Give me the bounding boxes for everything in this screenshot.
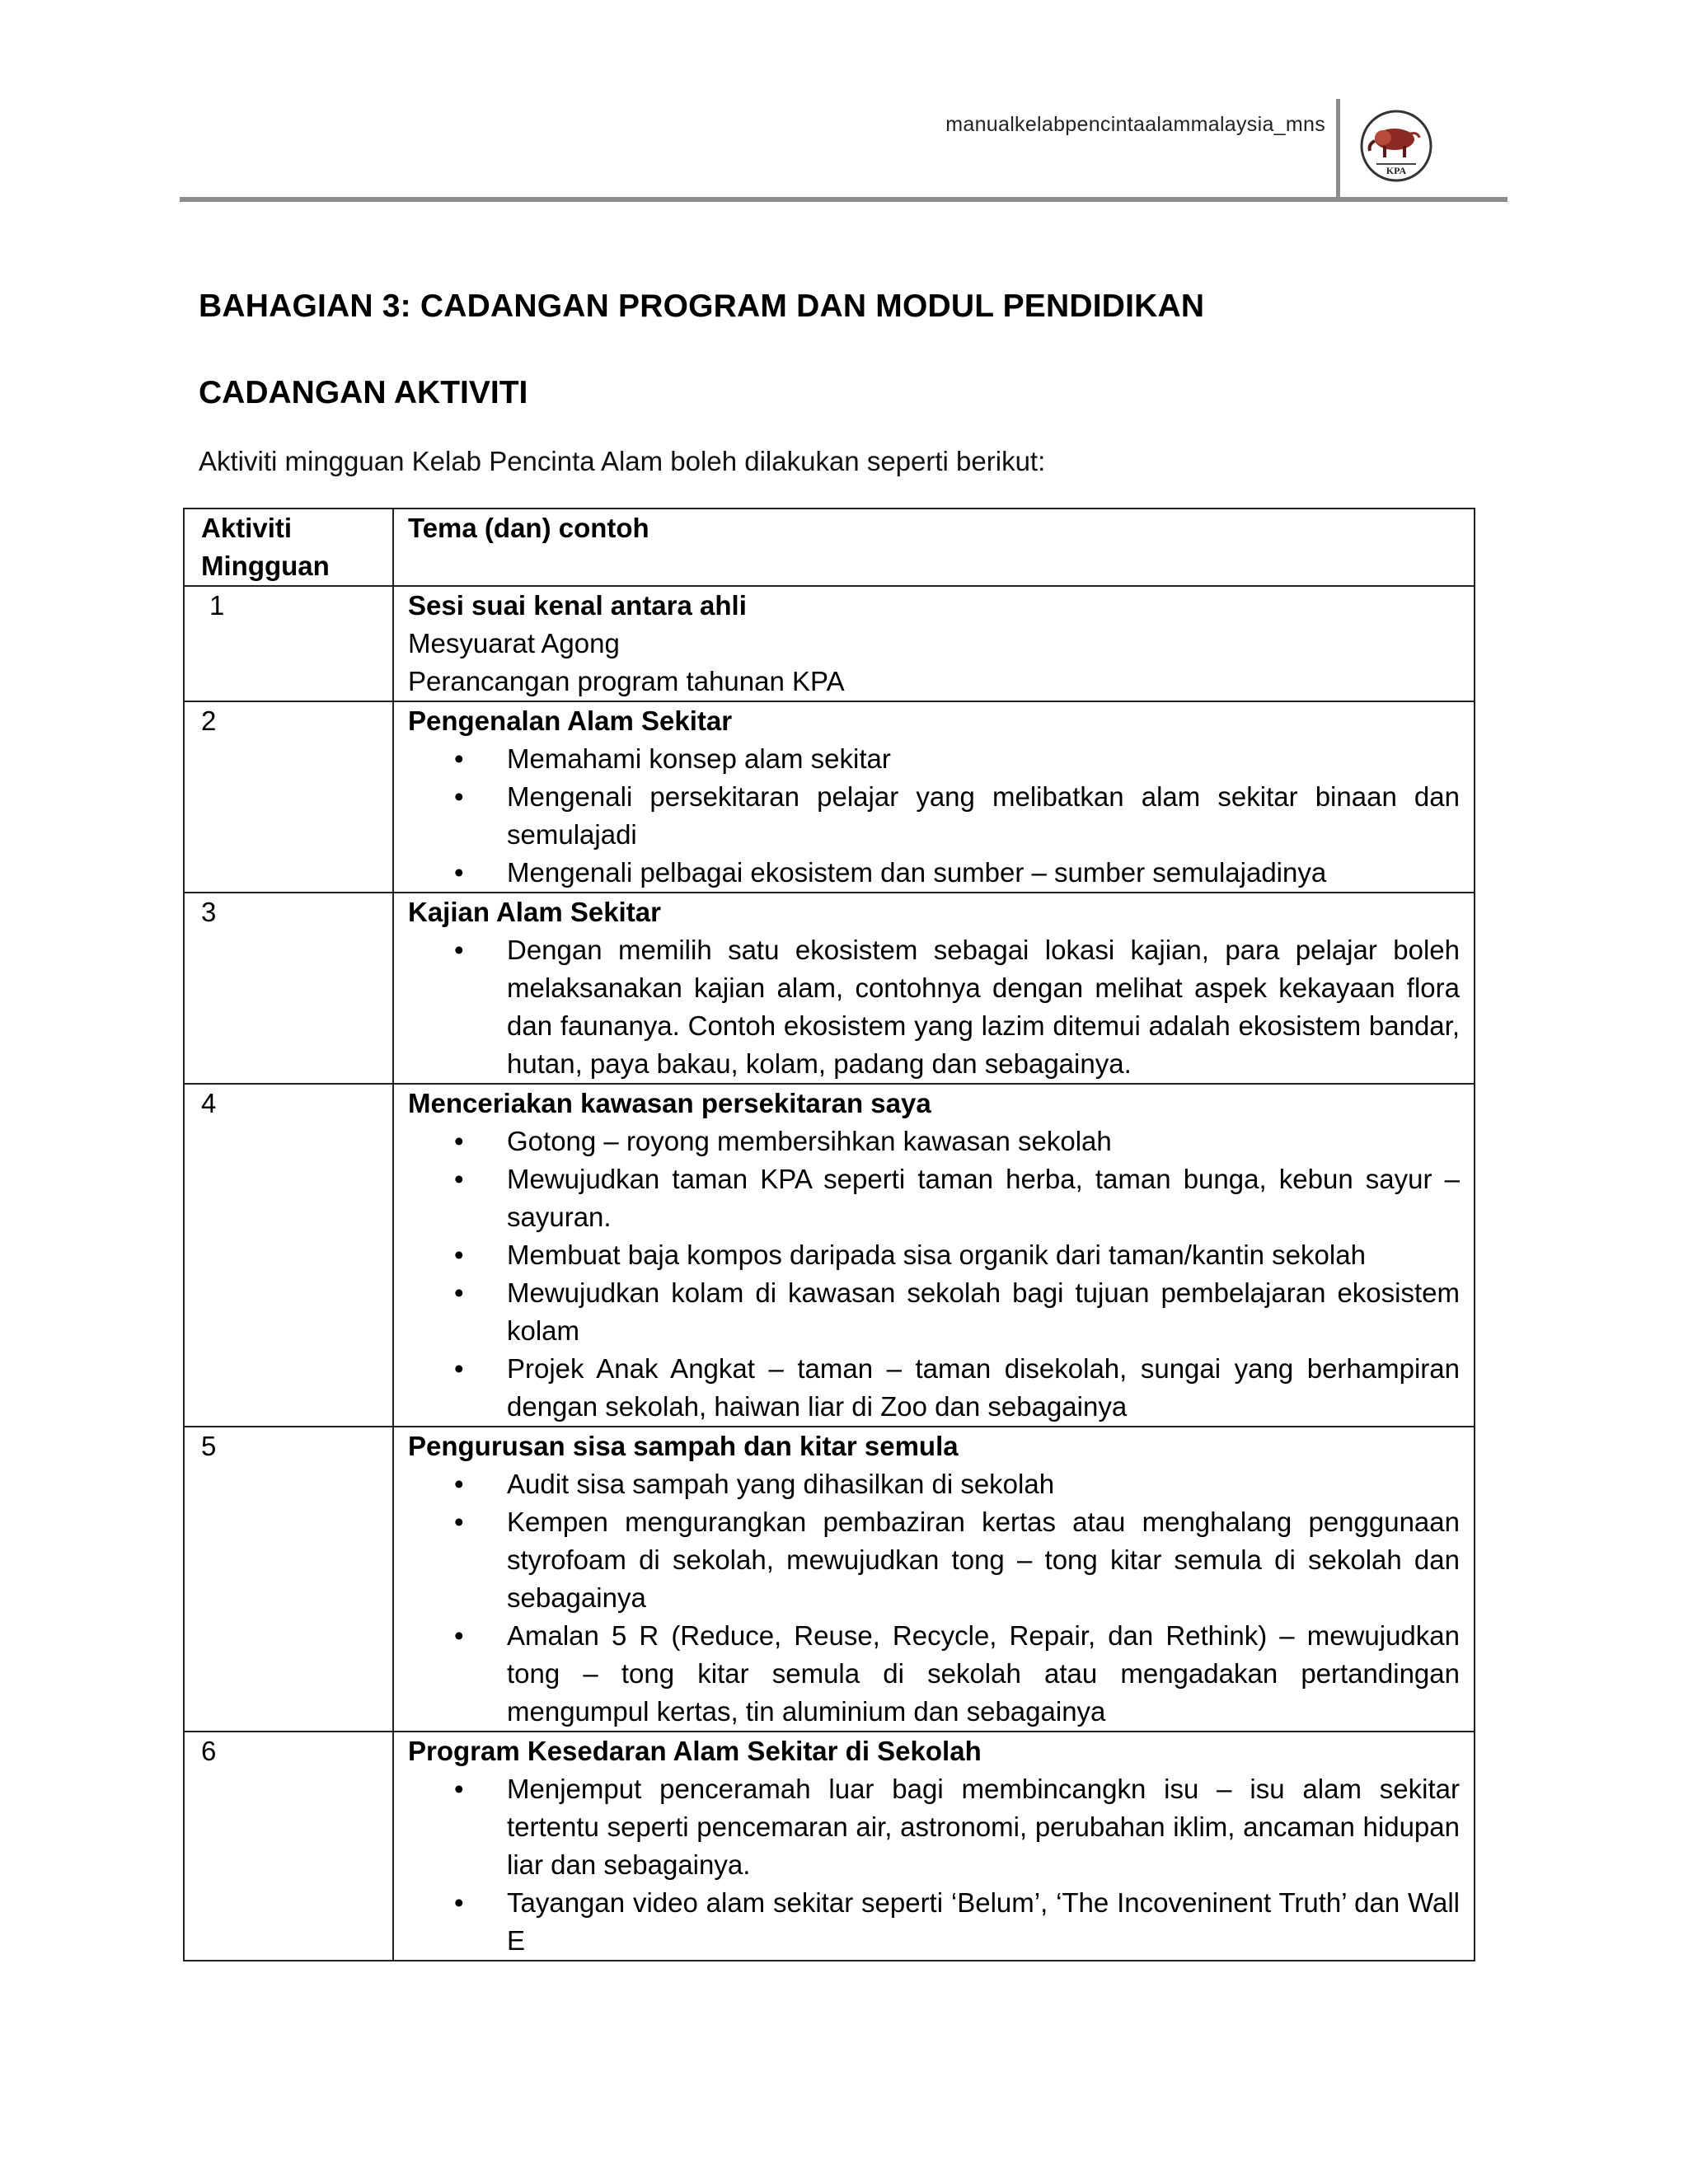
column-header-week: Aktiviti Mingguan	[184, 509, 393, 586]
theme-cell	[393, 1732, 1475, 1961]
theme-cell	[393, 586, 1475, 701]
theme-title: Pengurusan sisa sampah dan kitar semula	[408, 1431, 959, 1461]
theme-cell	[393, 701, 1475, 893]
bullet-item: • Menjemput penceramah luar bagi membincangkn isu – isu alam sekitar tertentu seperti pencemaran air, astronomi, perubahan iklim, ancaman hidupan liar dan sebagainya.	[507, 1770, 1460, 1884]
theme-title: Sesi suai kenal antara ahli	[408, 590, 747, 621]
column-header-theme: Tema (dan) contoh	[393, 509, 1475, 586]
theme-cell	[393, 1427, 1475, 1732]
bullet-item: • Mengenali pelbagai ekosistem dan sumber – sumber semulajadinya	[507, 854, 1460, 892]
running-header: manualkelabpencintaalammalaysia_mns	[945, 113, 1325, 136]
theme-title: Program Kesedaran Alam Sekitar di Sekolah	[408, 1736, 982, 1766]
table-row	[184, 893, 1475, 1084]
table-row	[184, 1427, 1475, 1732]
table-row	[184, 1084, 1475, 1427]
bullet-item: • Mengenali persekitaran pelajar yang melibatkan alam sekitar binaan dan semulajadi	[507, 778, 1460, 854]
theme-cell	[393, 1084, 1475, 1427]
bullet-item: • Gotong – royong membersihkan kawasan sekolah	[507, 1122, 1460, 1160]
bullet-list	[408, 1465, 1460, 1731]
bullet-list	[408, 740, 1460, 892]
bullet-list	[408, 931, 1460, 1083]
section-title: BAHAGIAN 3: CADANGAN PROGRAM DAN MODUL PENDIDIKAN	[199, 288, 1205, 324]
subsection-title: CADANGAN AKTIVITI	[199, 375, 528, 410]
week-number: 6	[184, 1732, 393, 1961]
bullet-list	[408, 1770, 1460, 1960]
week-number: 2	[184, 701, 393, 893]
table-row	[184, 1732, 1475, 1961]
bullet-item: • Kempen mengurangkan pembaziran kertas atau menghalang penggunaan styrofoam di sekolah, mewujudkan tong – tong kitar semula di sekolah dan sebagainya	[507, 1503, 1460, 1617]
bullet-item: • Projek Anak Angkat – taman – taman disekolah, sungai yang berhampiran dengan sekolah, haiwan liar di Zoo dan sebagainya	[507, 1350, 1460, 1426]
week-number: 5	[184, 1427, 393, 1732]
header-divider-horizontal	[180, 197, 1507, 202]
week-number: 1	[184, 586, 393, 701]
intro-paragraph: Aktiviti mingguan Kelab Pencinta Alam boleh dilakukan seperti berikut:	[199, 446, 1046, 476]
bullet-item: • Membuat baja kompos daripada sisa organik dari taman/kantin sekolah	[507, 1236, 1460, 1274]
bullet-item: • Mewujudkan kolam di kawasan sekolah bagi tujuan pembelajaran ekosistem kolam	[507, 1274, 1460, 1350]
bullet-item: • Tayangan video alam sekitar seperti ‘Belum’, ‘The Incoveninent Truth’ dan Wall E	[507, 1884, 1460, 1960]
bullet-item: • Memahami konsep alam sekitar	[507, 740, 1460, 778]
week-number: 4	[184, 1084, 393, 1427]
bullet-item: • Dengan memilih satu ekosistem sebagai lokasi kajian, para pelajar boleh melaksanakan kajian alam, contohnya dengan melihat aspek kekayaan flora dan faunanya. Contoh ekosistem yang lazim ditemui adalah ekosistem bandar, hutan, paya bakau, kolam, padang dan sebagainya.	[507, 931, 1460, 1083]
theme-title: Menceriakan kawasan persekitaran saya	[408, 1088, 931, 1118]
bullet-item: • Amalan 5 R (Reduce, Reuse, Recycle, Repair, dan Rethink) – mewujudkan tong – tong kitar semula di sekolah atau mengadakan pertandingan mengumpul kertas, tin aluminium dan sebagainya	[507, 1617, 1460, 1731]
bullet-item: • Mewujudkan taman KPA seperti taman herba, taman bunga, kebun sayur – sayuran.	[507, 1160, 1460, 1236]
theme-line: Perancangan program tahunan KPA	[408, 666, 845, 696]
header-divider-vertical	[1336, 99, 1340, 199]
theme-line: Mesyuarat Agong	[408, 628, 620, 658]
theme-title: Kajian Alam Sekitar	[408, 897, 661, 927]
bullet-list	[408, 1122, 1460, 1426]
table-row	[184, 586, 1475, 701]
table-row	[184, 701, 1475, 893]
week-number: 3	[184, 893, 393, 1084]
table-header-row	[184, 509, 1475, 586]
logo-text: KPA	[1386, 165, 1407, 176]
bullet-item: • Audit sisa sampah yang dihasilkan di sekolah	[507, 1465, 1460, 1503]
theme-cell	[393, 893, 1475, 1084]
theme-title: Pengenalan Alam Sekitar	[408, 705, 733, 736]
tapir-logo-icon	[1358, 108, 1434, 184]
activity-table	[183, 508, 1475, 1961]
